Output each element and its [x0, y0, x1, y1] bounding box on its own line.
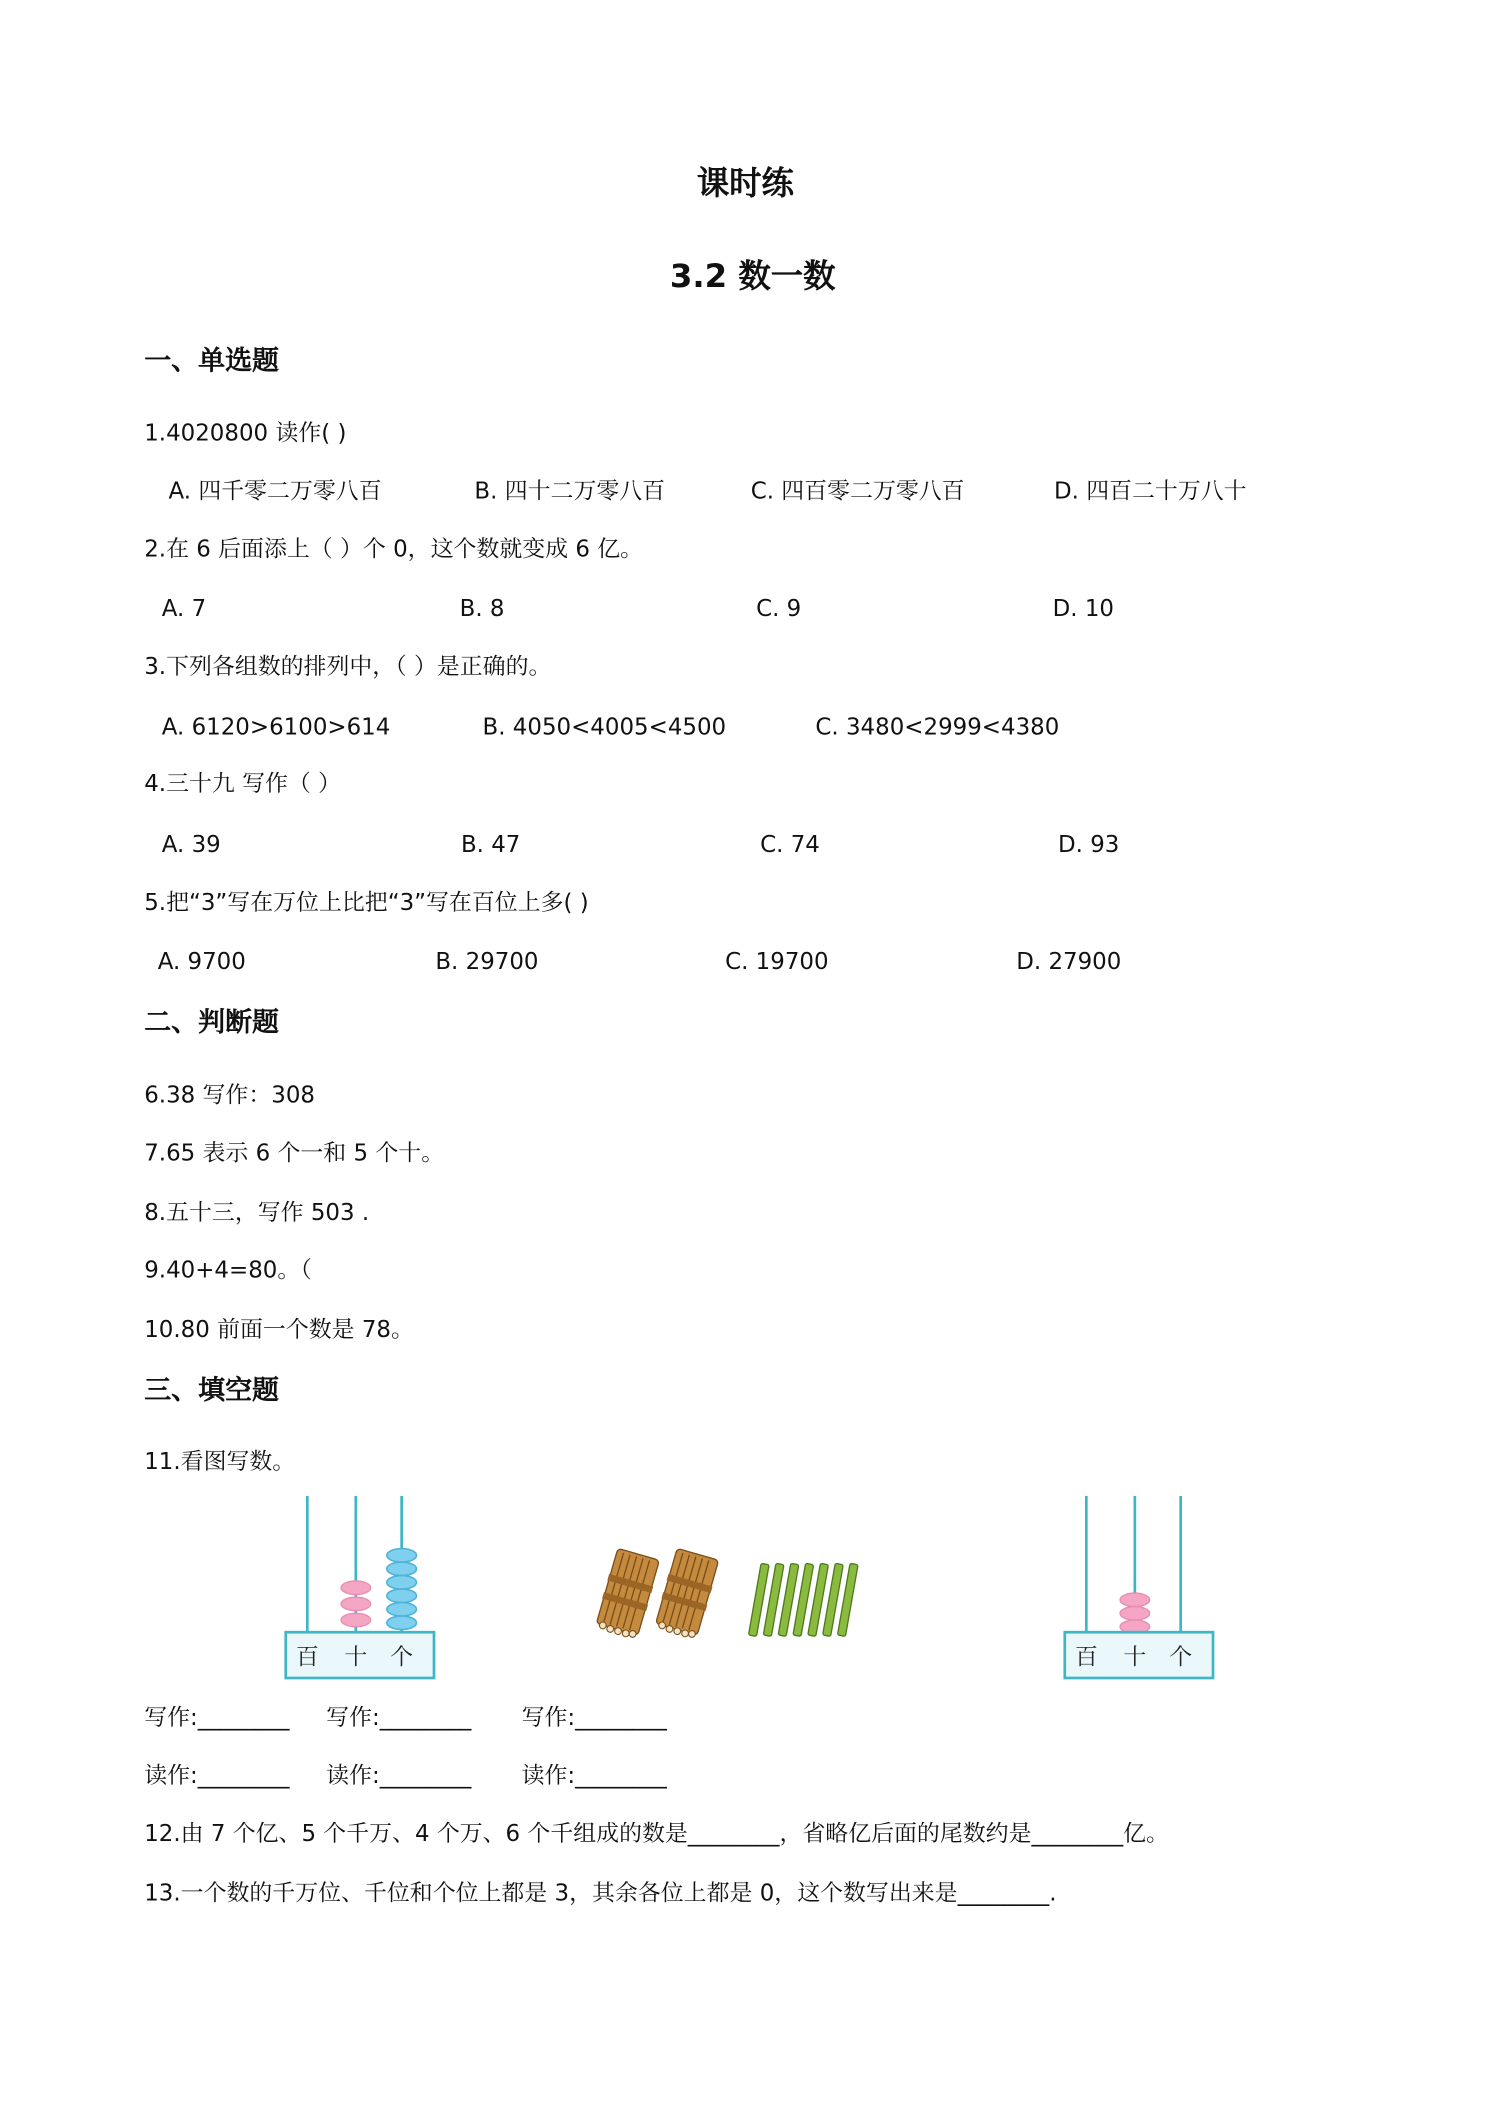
abacus-label-tens: 十: [1123, 1644, 1147, 1671]
question-5-option-d: D. 27900: [1016, 948, 1122, 976]
sticks-figure: [593, 1545, 863, 1647]
question-2-option-d: D. 10: [1052, 595, 1114, 623]
write-blank-3[interactable]: 写作:________: [521, 1704, 667, 1732]
question-3-stem: 3.下列各组数的排列中，（ ）是正确的。: [144, 653, 552, 681]
abacus-figure-2: [1059, 1493, 1218, 1684]
question-2-option-c: C. 9: [756, 595, 802, 623]
question-1-option-b: B. 四十二万零八百: [474, 478, 666, 506]
abacus-label-ones: 个: [1169, 1644, 1193, 1671]
question-1-option-c: C. 四百零二万零八百: [750, 478, 965, 506]
ones-beads: [387, 1549, 417, 1630]
read-blank-1[interactable]: 读作:________: [144, 1762, 290, 1790]
question-12: 12.由 7 个亿、5 个千万、4 个万、6 个千组成的数是________，省略亿后面的尾数约是________亿。: [144, 1820, 1169, 1848]
abacus-label-ones: 个: [390, 1644, 414, 1671]
question-1-option-d: D. 四百二十万八十: [1053, 478, 1247, 506]
write-blank-2[interactable]: 写作:________: [326, 1704, 472, 1732]
document-title: 课时练: [696, 164, 794, 203]
document-subtitle: 3.2 数一数: [669, 257, 836, 296]
abacus-label-tens: 十: [344, 1644, 368, 1671]
question-4-option-b: B. 47: [460, 831, 521, 859]
section-heading-single-choice: 一、单选题: [144, 343, 279, 377]
question-4-option-a: A. 39: [161, 831, 221, 859]
stick-bundle-1: [594, 1548, 661, 1640]
stick-bundle-2: [653, 1548, 720, 1640]
read-blank-2[interactable]: 读作:________: [326, 1762, 472, 1790]
question-5-stem: 5.把“3”写在万位上比把“3”写在百位上多( ): [144, 889, 589, 917]
question-7: 7.65 表示 6 个一和 5 个十。: [144, 1140, 445, 1168]
question-4-option-d: D. 93: [1058, 831, 1120, 859]
question-6: 6.38 写作：308: [144, 1082, 315, 1110]
question-4-option-c: C. 74: [760, 831, 820, 859]
tens-beads: [1120, 1593, 1150, 1633]
section-heading-fill-in: 三、填空题: [144, 1373, 279, 1406]
question-10: 10.80 前面一个数是 78。: [144, 1316, 414, 1344]
question-3-option-c: C. 3480<2999<4380: [815, 714, 1060, 742]
single-sticks: [749, 1563, 859, 1636]
question-3-option-a: A. 6120>6100>614: [161, 714, 391, 742]
question-3-option-b: B. 4050<4005<4500: [482, 714, 727, 742]
question-5-option-b: B. 29700: [435, 948, 539, 976]
abacus-label-hundreds: 百: [295, 1644, 319, 1671]
question-2-option-a: A. 7: [161, 595, 207, 623]
write-blank-1[interactable]: 写作:________: [144, 1704, 290, 1732]
abacus-figure-1: [280, 1493, 439, 1684]
question-8: 8.五十三，写作 503 .: [144, 1199, 370, 1227]
question-11-stem: 11.看图写数。: [144, 1448, 296, 1476]
question-2-stem: 2.在 6 后面添上（ ）个 0，这个数就变成 6 亿。: [144, 536, 644, 564]
section-heading-true-false: 二、判断题: [144, 1005, 279, 1038]
question-9: 9.40+4=80。（: [144, 1257, 312, 1285]
question-5-option-a: A. 9700: [157, 948, 246, 976]
abacus-label-hundreds: 百: [1074, 1644, 1098, 1671]
read-blank-3[interactable]: 读作:________: [521, 1762, 667, 1790]
question-1-option-a: A. 四千零二万零八百: [168, 478, 382, 506]
question-1-stem: 1.4020800 读作( ): [144, 420, 347, 448]
question-2-option-b: B. 8: [459, 595, 505, 623]
question-4-stem: 4.三十九 写作（ ）: [144, 770, 342, 798]
question-5-option-c: C. 19700: [725, 948, 829, 976]
tens-beads: [341, 1581, 371, 1627]
question-13: 13.一个数的千万位、千位和个位上都是 3，其余各位上都是 0，这个数写出来是________.: [144, 1880, 1057, 1908]
